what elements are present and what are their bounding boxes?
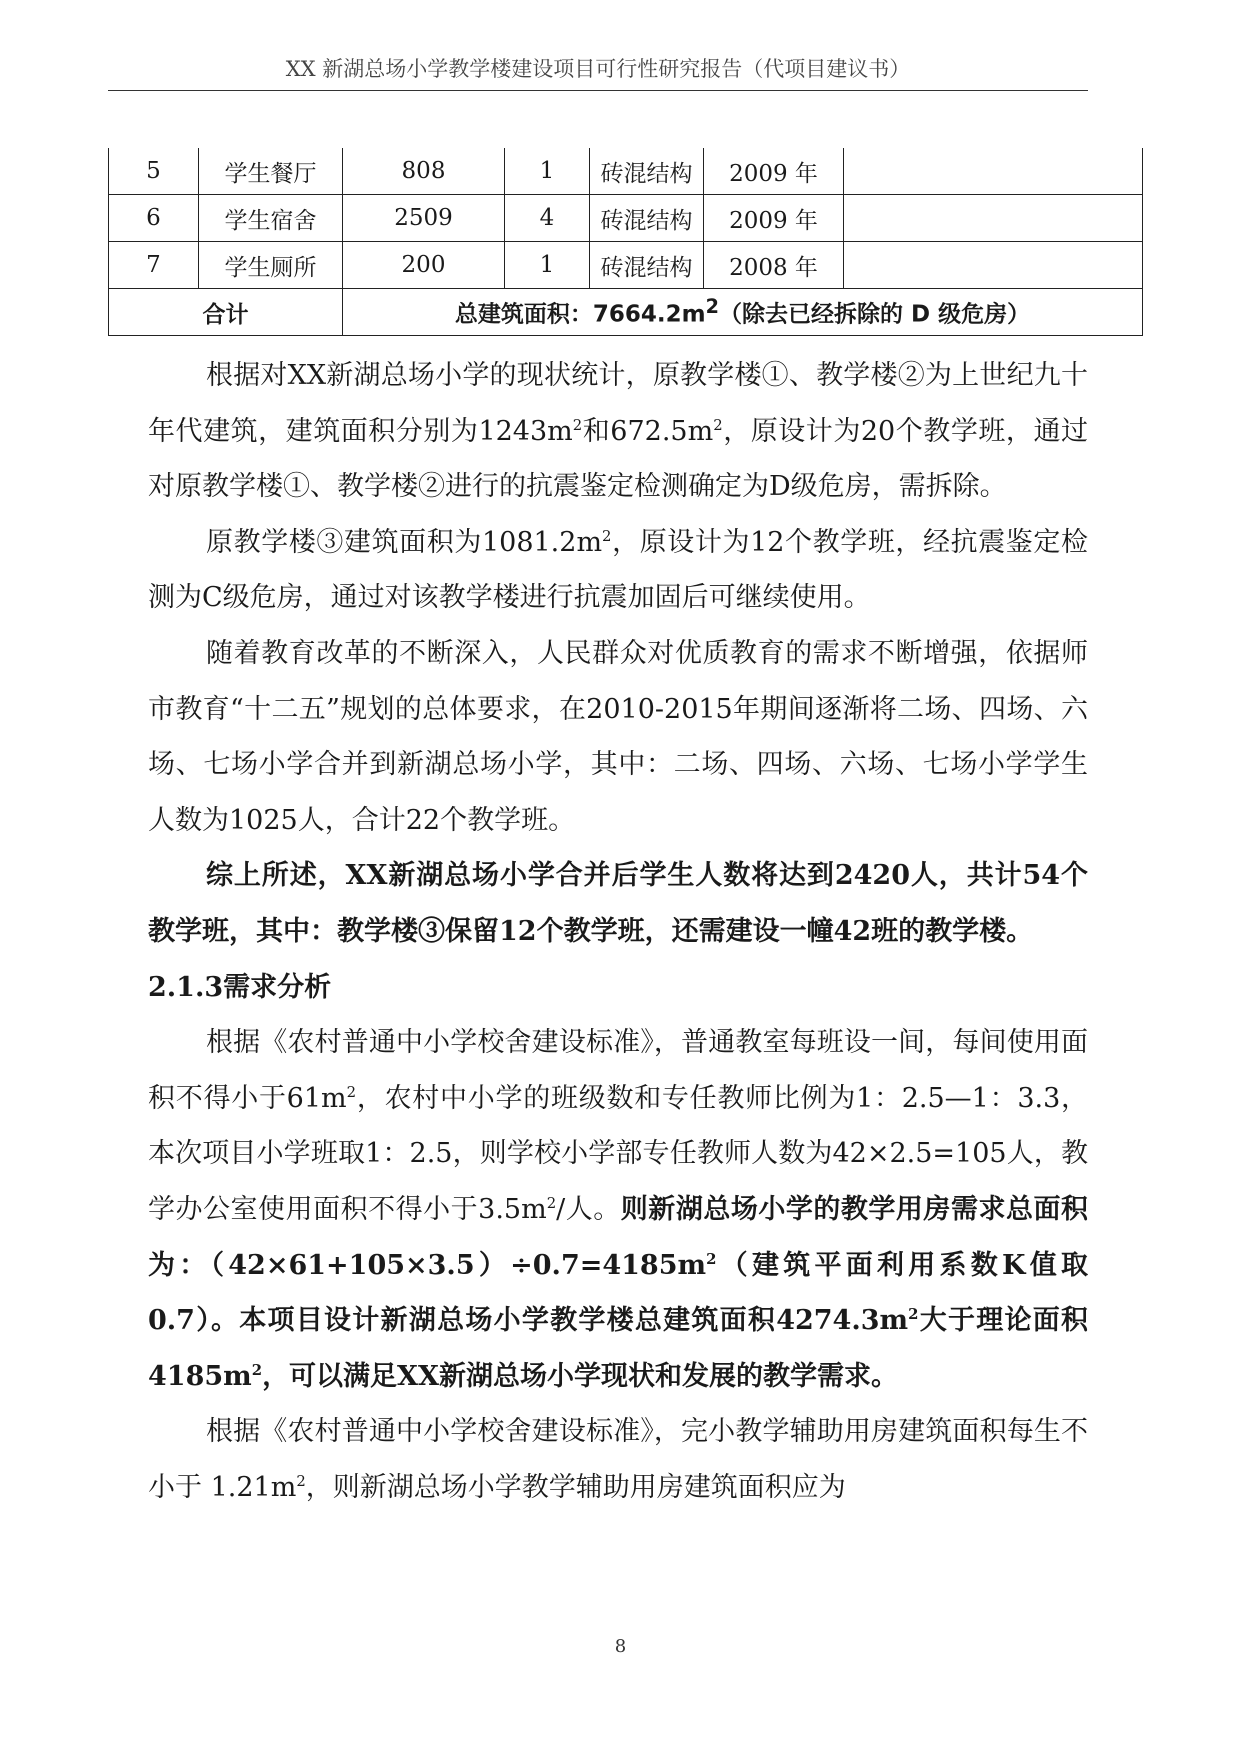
cell-structure: 砖混结构 (590, 242, 704, 289)
header-title: XX 新湖总场小学教学楼建设项目可行性研究报告（代项目建议书） (285, 57, 911, 81)
cell-year: 2009 年 (704, 195, 844, 242)
building-table (108, 148, 1143, 336)
superscript: 2 (706, 1249, 717, 1268)
cell-floors: 1 (505, 148, 590, 195)
p5-text-b: ，农村中小学的班级数和专任教师比例为1：2.5—1：3.3，本次项目小学班取1：2.5，则学校小学部专任教师人数为42×2.5=105人，教学办公室使用面积不得小于3.5m (148, 1082, 1088, 1225)
cell-floors: 4 (505, 195, 590, 242)
total-text-a: 总建筑面积：7664.2m (454, 301, 706, 328)
p5-bold-c: 大于理论面积4185m (148, 1305, 1089, 1392)
p1-text-c: ，原设计为20个教学班，通过对原教学楼①、教学楼②进行的抗震鉴定检测确定为D级危房，需拆除。 (148, 415, 1088, 503)
paragraph-1 (148, 348, 1088, 515)
table-row (109, 195, 1143, 242)
table-row (109, 148, 1143, 195)
total-text-b: （除去已经拆除的 D 级危房） (718, 301, 1031, 328)
cell-structure: 砖混结构 (590, 148, 704, 195)
cell-floors: 1 (505, 242, 590, 289)
p6-text-b: ，则新湖总场小学教学辅助用房建筑面积应为 (305, 1471, 846, 1503)
cell-no: 7 (109, 242, 199, 289)
superscript: 2 (251, 1360, 263, 1379)
superscript: 2 (908, 1305, 919, 1324)
page-number: 8 (614, 1636, 627, 1657)
superscript: 2 (713, 415, 723, 434)
p5-bold-a: 则新湖总场小学的教学用房需求总面积为：（42×61+105×3.5）÷0.7=4185m (148, 1193, 1088, 1281)
p6-text-a: 根据《农村普通中小学校舍建设标准》，完小教学辅助用房建筑面积每生不小于 1.21m (148, 1416, 1088, 1503)
cell-name: 学生餐厅 (199, 148, 343, 195)
paragraph-6 (148, 1404, 1088, 1515)
cell-note (844, 242, 1143, 289)
cell-note (844, 195, 1143, 242)
cell-area: 200 (343, 242, 505, 289)
paragraph-4-summary: 综上所述，XX新湖总场小学合并后学生人数将达到2420人，共计54个教学班，其中：教学楼③保留12个教学班，还需建设一幢42班的教学楼。 (148, 860, 1088, 947)
page-header (108, 56, 1088, 91)
cell-name: 学生厕所 (199, 242, 343, 289)
p1-text-a: 根据对XX新湖总场小学的现状统计，原教学楼①、教学楼②为上世纪九十年代建筑，建筑面积分别为1243m (148, 360, 1088, 447)
cell-no: 5 (109, 148, 199, 195)
p5-bold-d: ，可以满足XX新湖总场小学现状和发展的教学需求。 (262, 1360, 898, 1392)
cell-area: 808 (343, 148, 505, 195)
table-total-row (109, 289, 1143, 336)
superscript: 2 (602, 526, 612, 545)
paragraph-2 (148, 515, 1088, 626)
superscript: 2 (572, 415, 583, 434)
superscript: 2 (346, 1082, 357, 1101)
paragraph-5 (148, 1015, 1088, 1404)
cell-year: 2009 年 (704, 148, 844, 195)
p5-text-c: /人。 (556, 1193, 621, 1225)
cell-note (844, 148, 1143, 195)
cell-structure: 砖混结构 (590, 195, 704, 242)
p2-text-b: ，原设计为12个教学班，经抗震鉴定检测为C级危房，通过对该教学楼进行抗震加固后可继续使用。 (148, 526, 1088, 614)
total-area-text (343, 289, 1143, 336)
section-heading: 2.1.3需求分析 (148, 971, 332, 1003)
paragraph-3: 随着教育改革的不断深入，人民群众对优质教育的需求不断增强，依据师市教育“十二五”规划的总体要求，在2010-2015年期间逐渐将二场、四场、六场、七场小学合并到新湖总场小学，其中：二场、四场、六场、七场小学学生人数为1025人，合计22个教学班。 (148, 637, 1088, 836)
cell-area: 2509 (343, 195, 505, 242)
cell-no: 6 (109, 195, 199, 242)
p1-text-b: 和672.5m (582, 415, 714, 447)
body-text (148, 348, 1088, 1515)
p2-text-a: 原教学楼③建筑面积为1081.2m (206, 526, 603, 558)
total-text-sup: 2 (705, 295, 719, 319)
table-row (109, 242, 1143, 289)
cell-year: 2008 年 (704, 242, 844, 289)
total-label: 合计 (109, 289, 343, 336)
superscript: 2 (296, 1471, 306, 1490)
p5-text-a: 根据《农村普通中小学校舍建设标准》，普通教室每班设一间，每间使用面积不得小于61m (148, 1027, 1088, 1114)
superscript: 2 (546, 1193, 557, 1212)
cell-name: 学生宿舍 (199, 195, 343, 242)
p5-bold-b: （建筑平面利用系数K值取0.7）。本项目设计新湖总场小学教学楼总建筑面积4274.3m (148, 1249, 1088, 1337)
